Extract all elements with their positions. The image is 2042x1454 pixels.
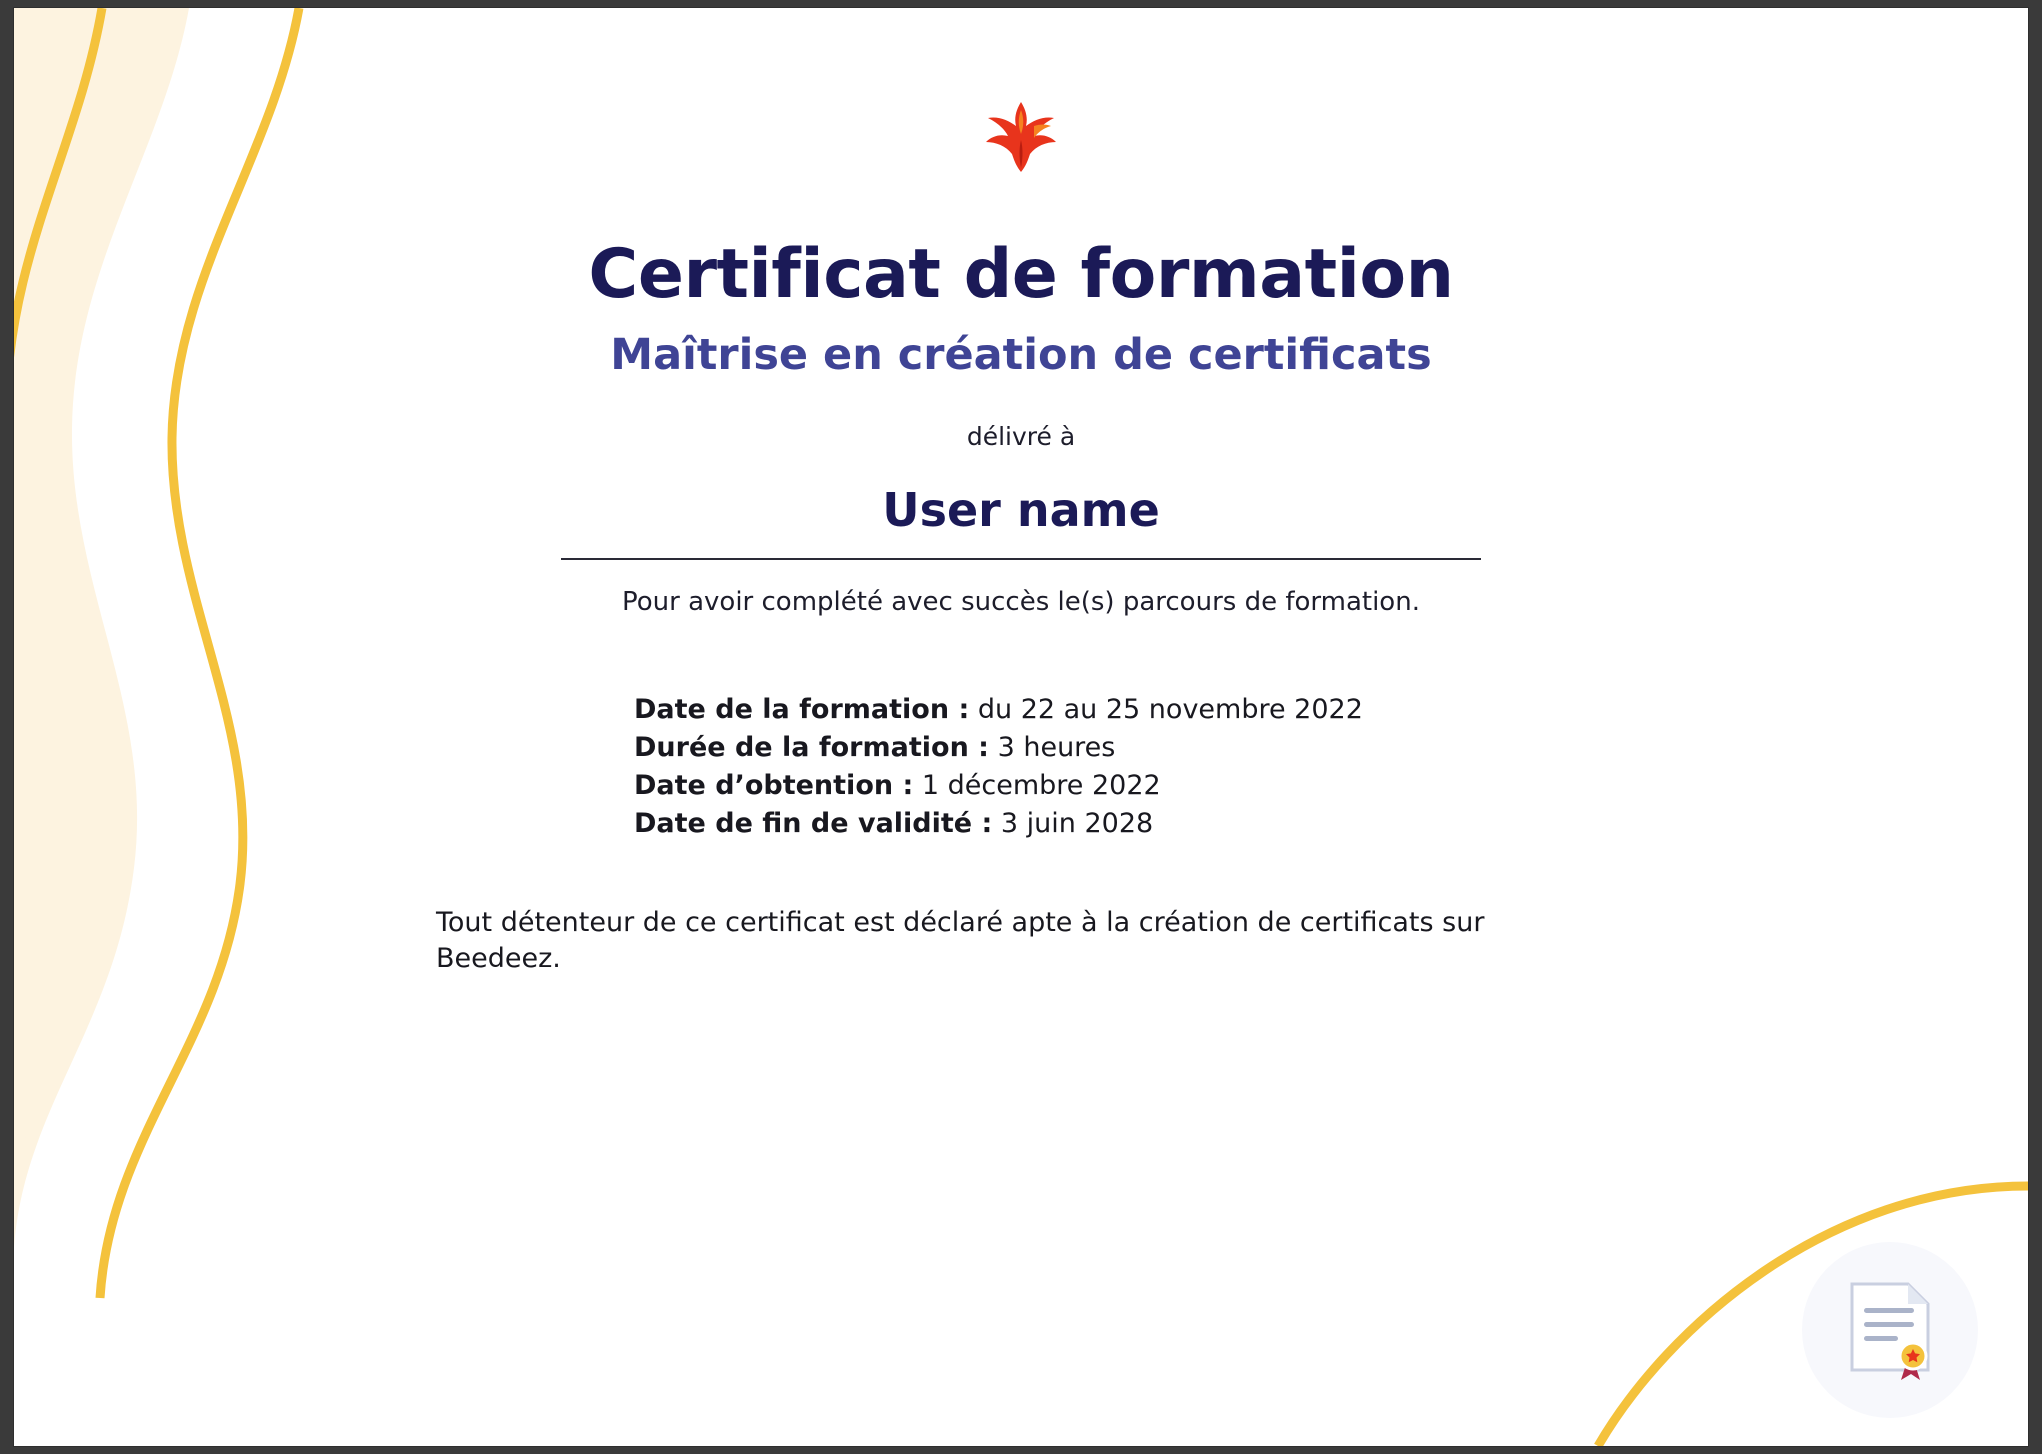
name-underline-divider (561, 558, 1481, 560)
recipient-name: User name (882, 483, 1160, 538)
detail-value: 1 décembre 2022 (921, 769, 1161, 801)
certificate-subtitle: Maîtrise en création de certificats (610, 329, 1432, 380)
phoenix-logo-icon (978, 96, 1064, 176)
detail-label: Date de fin de validité : (634, 808, 993, 840)
certificate-content (14, 235, 2028, 977)
detail-value: du 22 au 25 novembre 2022 (977, 693, 1363, 725)
detail-row (634, 729, 1481, 767)
brand-logo (14, 96, 2028, 176)
detail-label: Date de la formation : (634, 693, 970, 725)
detail-value: 3 juin 2028 (1000, 808, 1154, 840)
detail-label: Durée de la formation : (634, 731, 989, 763)
completion-statement: Pour avoir complété avec succès le(s) parcours de formation. (622, 586, 1420, 617)
certificate-page (14, 8, 2028, 1446)
certificate-document-icon (1838, 1274, 1942, 1386)
detail-value: 3 heures (997, 731, 1116, 763)
detail-row (634, 805, 1481, 843)
delivered-to-label: délivré à (966, 422, 1076, 452)
detail-row (634, 691, 1481, 729)
detail-label: Date d’obtention : (634, 769, 914, 801)
certificate-title: Certificat de formation (588, 235, 1454, 314)
certificate-badge (1802, 1242, 1978, 1418)
certificate-footnote: Tout détenteur de ce certificat est déclaré apte à la création de certificats sur Beedeez. (436, 907, 1485, 974)
certificate-details-list (561, 691, 1481, 843)
detail-row (634, 767, 1481, 805)
